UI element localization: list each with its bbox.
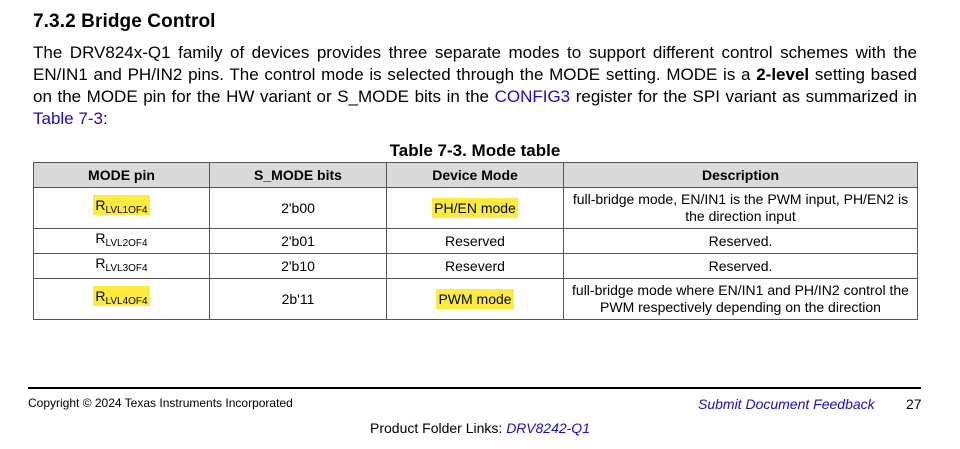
device-mode-cell: Reseverd bbox=[387, 254, 564, 279]
mode-pin-cell bbox=[34, 254, 210, 279]
page-number: 27 bbox=[906, 396, 922, 412]
s-mode-bits-cell: 2'b10 bbox=[210, 254, 387, 279]
table-row bbox=[34, 188, 918, 229]
feedback-area bbox=[698, 396, 875, 412]
table-7-3-link[interactable]: Table 7-3 bbox=[33, 109, 103, 128]
para-text-1: The DRV824x-Q1 family of devices provides three separate modes to support different control schemes with the EN/IN1 and PH/IN2 pins. The control mode is selected through the MODE setting. MODE is a bbox=[33, 43, 917, 84]
s-mode-bits-cell: 2'b01 bbox=[210, 229, 387, 254]
header-s-mode-bits: S_MODE bits bbox=[210, 163, 387, 188]
table-header-row bbox=[34, 163, 918, 188]
para-text-2: setting based on the MODE pin for the HW variant or S_MODE bits in the bbox=[33, 65, 917, 106]
section-paragraph bbox=[33, 42, 917, 130]
mode-pin-value: $R_{LVL3OF4}$ bbox=[95, 255, 148, 274]
mode-pin-cell bbox=[34, 279, 210, 320]
description-cell: full-bridge mode where EN/IN1 and PH/IN2 control the PWM respectively depending on the direction bbox=[564, 279, 918, 320]
section-heading: 7.3.2 Bridge Control bbox=[33, 11, 216, 32]
mode-pin-cell bbox=[34, 188, 210, 229]
drv8242-q1-link[interactable]: DRV8242-Q1 bbox=[506, 420, 590, 436]
para-text-4: : bbox=[102, 109, 108, 128]
table-row bbox=[34, 229, 918, 254]
header-device-mode: Device Mode bbox=[387, 163, 564, 188]
device-mode-value: PWM mode bbox=[438, 290, 512, 307]
header-description: Description bbox=[564, 163, 918, 188]
config3-link[interactable]: CONFIG3 bbox=[494, 87, 571, 106]
device-mode-cell bbox=[387, 279, 564, 320]
copyright-text: Copyright © 2024 Texas Instruments Incorporated bbox=[28, 396, 293, 410]
mode-table bbox=[33, 162, 918, 320]
description-cell: full-bridge mode, EN/IN1 is the PWM input, PH/EN2 is the direction input bbox=[564, 188, 918, 229]
para-text-3: register for the SPI variant as summarized in bbox=[570, 87, 917, 106]
footer-divider bbox=[28, 387, 921, 389]
description-cell: Reserved. bbox=[564, 254, 918, 279]
mode-pin-value: $R_{LVL4OF4}$ bbox=[95, 288, 148, 307]
folder-links-label: Product Folder Links: bbox=[370, 420, 507, 436]
device-mode-value: PH/EN mode bbox=[434, 199, 516, 216]
s-mode-bits-cell: 2'b00 bbox=[210, 188, 387, 229]
device-mode-cell: Reserved bbox=[387, 229, 564, 254]
product-folder-links bbox=[0, 420, 960, 436]
para-bold-term: 2-level bbox=[756, 65, 810, 84]
header-mode-pin: MODE pin bbox=[34, 163, 210, 188]
mode-pin-value: $R_{LVL2OF4}$ bbox=[95, 230, 148, 249]
s-mode-bits-cell: 2b'11 bbox=[210, 279, 387, 320]
table-row bbox=[34, 254, 918, 279]
description-cell: Reserved. bbox=[564, 229, 918, 254]
mode-pin-cell bbox=[34, 229, 210, 254]
submit-feedback-link[interactable]: Submit Document Feedback bbox=[698, 396, 875, 412]
device-mode-cell bbox=[387, 188, 564, 229]
table-row bbox=[34, 279, 918, 320]
mode-pin-value: $R_{LVL1OF4}$ bbox=[95, 197, 148, 216]
table-caption: Table 7-3. Mode table bbox=[389, 141, 561, 160]
